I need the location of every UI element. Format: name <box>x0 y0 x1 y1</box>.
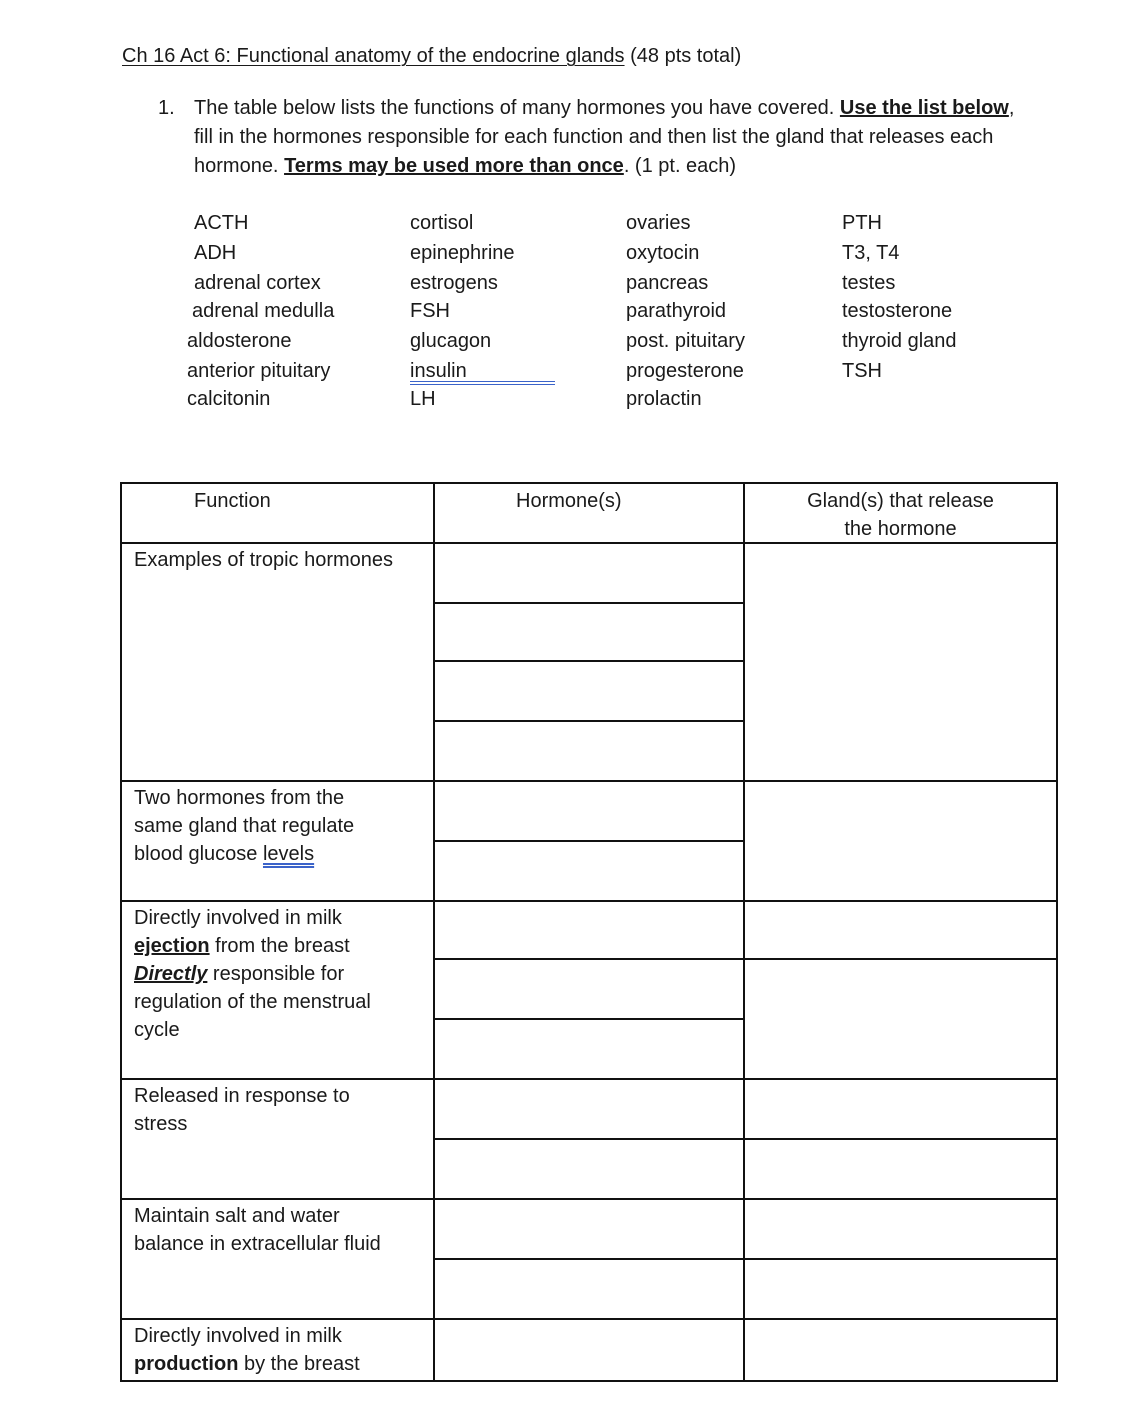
term: ACTH <box>194 212 249 234</box>
answer-cell-hormone[interactable] <box>435 604 743 660</box>
table-border <box>120 482 122 1382</box>
spellcheck-underline <box>410 381 555 382</box>
answer-cell-hormone[interactable] <box>435 544 743 602</box>
function-tropic: Examples of tropic hormones <box>134 549 394 571</box>
function-menstrual-cycle <box>134 960 371 1044</box>
function-emphasis: production <box>134 1353 239 1375</box>
answer-cell-hormone[interactable] <box>435 1020 743 1078</box>
question-text-part3: , fill in the hormones responsible for each function and then list the gland that releases each hormone. <box>194 97 1015 177</box>
term: thyroid gland <box>842 330 957 352</box>
term: LH <box>410 388 436 410</box>
page-title <box>122 45 741 68</box>
term: FSH <box>410 300 450 322</box>
answer-cell-hormone[interactable] <box>435 722 743 780</box>
term: insulin <box>410 360 467 382</box>
term: aldosterone <box>187 330 292 352</box>
function-line: balance in extracellular fluid <box>134 1233 381 1255</box>
header-glands-line1: Gland(s) that release <box>807 490 994 512</box>
term: adrenal cortex <box>194 272 321 294</box>
term: cortisol <box>410 212 474 234</box>
function-text: blood glucose <box>134 843 263 865</box>
title-underlined: Ch 16 Act 6: Functional anatomy of the endocrine glands <box>122 45 625 67</box>
table-border <box>120 1380 1058 1382</box>
term: adrenal medulla <box>192 300 335 322</box>
answer-cell-gland[interactable] <box>745 1200 1056 1258</box>
answer-cell-gland[interactable] <box>745 902 1056 958</box>
table-border <box>120 482 1058 484</box>
answer-cell-hormone[interactable] <box>435 1320 743 1380</box>
term: post. pituitary <box>626 330 745 352</box>
function-milk-ejection <box>134 904 350 960</box>
answer-cell-gland[interactable] <box>745 960 1056 1078</box>
function-milk-production <box>134 1322 360 1378</box>
question-text <box>194 94 1034 181</box>
answer-cell-hormone[interactable] <box>435 842 743 900</box>
function-emphasis: Directly <box>134 963 208 985</box>
function-line: Two hormones from the <box>134 787 345 809</box>
header-glands <box>745 487 1056 543</box>
term: testosterone <box>842 300 953 322</box>
term: TSH <box>842 360 882 382</box>
function-line <box>134 1350 360 1378</box>
term: parathyroid <box>626 300 727 322</box>
answer-cell-gland[interactable] <box>745 1080 1056 1138</box>
term: glucagon <box>410 330 492 352</box>
function-text: from the breast <box>209 935 350 957</box>
function-line: Directly involved in milk <box>134 1325 342 1347</box>
term: estrogens <box>410 272 498 294</box>
term: ovaries <box>626 212 691 234</box>
spellcheck-underline <box>410 384 555 385</box>
answer-cell-hormone[interactable] <box>435 960 743 1018</box>
function-line: regulation of the menstrual <box>134 991 371 1013</box>
function-stress <box>134 1082 350 1138</box>
term: pancreas <box>626 272 709 294</box>
function-emphasis: ejection <box>134 935 210 957</box>
term: PTH <box>842 212 882 234</box>
question-text-emphasis-list: Use the list below <box>839 97 1009 119</box>
term: progesterone <box>626 360 744 382</box>
term: prolactin <box>626 388 702 410</box>
function-line <box>134 840 354 868</box>
answer-cell-hormone[interactable] <box>435 902 743 958</box>
answer-cell-gland[interactable] <box>745 1320 1056 1380</box>
answer-cell-hormone[interactable] <box>435 1140 743 1198</box>
term: testes <box>842 272 896 294</box>
function-line: cycle <box>134 1019 180 1041</box>
term: anterior pituitary <box>187 360 331 382</box>
answer-cell-gland[interactable] <box>745 1140 1056 1198</box>
answer-cell-gland[interactable] <box>745 782 1056 900</box>
function-line: same gland that regulate <box>134 815 355 837</box>
function-line <box>134 960 371 988</box>
header-function: Function <box>194 490 271 512</box>
function-text-flagged: levels <box>262 843 315 865</box>
answer-cell-hormone[interactable] <box>435 1260 743 1318</box>
function-line: Maintain salt and water <box>134 1205 340 1227</box>
question-number: 1. <box>158 97 175 119</box>
term: ADH <box>194 242 237 264</box>
answer-cell-hormone[interactable] <box>435 1200 743 1258</box>
function-salt-water <box>134 1202 381 1258</box>
question-text-emphasis-reuse: Terms may be used more than once <box>284 155 624 177</box>
header-hormones: Hormone(s) <box>516 490 622 512</box>
function-text: responsible for <box>207 963 345 985</box>
function-line <box>134 932 350 960</box>
function-table <box>120 482 1058 1382</box>
answer-cell-hormone[interactable] <box>435 662 743 720</box>
answer-cell-gland[interactable] <box>745 544 1056 780</box>
answer-cell-gland[interactable] <box>745 1260 1056 1318</box>
function-line: stress <box>134 1113 188 1135</box>
function-line: Released in response to <box>134 1085 350 1107</box>
term: T3, T4 <box>842 242 900 264</box>
term: oxytocin <box>626 242 700 264</box>
term: epinephrine <box>410 242 515 264</box>
table-border <box>1056 482 1058 1382</box>
header-glands-line2: the hormone <box>844 518 957 540</box>
question-text-part1: The table below lists the functions of many hormones you have covered. <box>194 97 840 119</box>
term: calcitonin <box>187 388 271 410</box>
function-blood-glucose <box>134 784 354 868</box>
function-text: by the breast <box>238 1353 360 1375</box>
answer-cell-hormone[interactable] <box>435 1080 743 1138</box>
answer-cell-hormone[interactable] <box>435 782 743 840</box>
title-points: (48 pts total) <box>624 45 742 67</box>
question-text-points: . (1 pt. each) <box>623 155 737 177</box>
function-line: Directly involved in milk <box>134 907 342 929</box>
